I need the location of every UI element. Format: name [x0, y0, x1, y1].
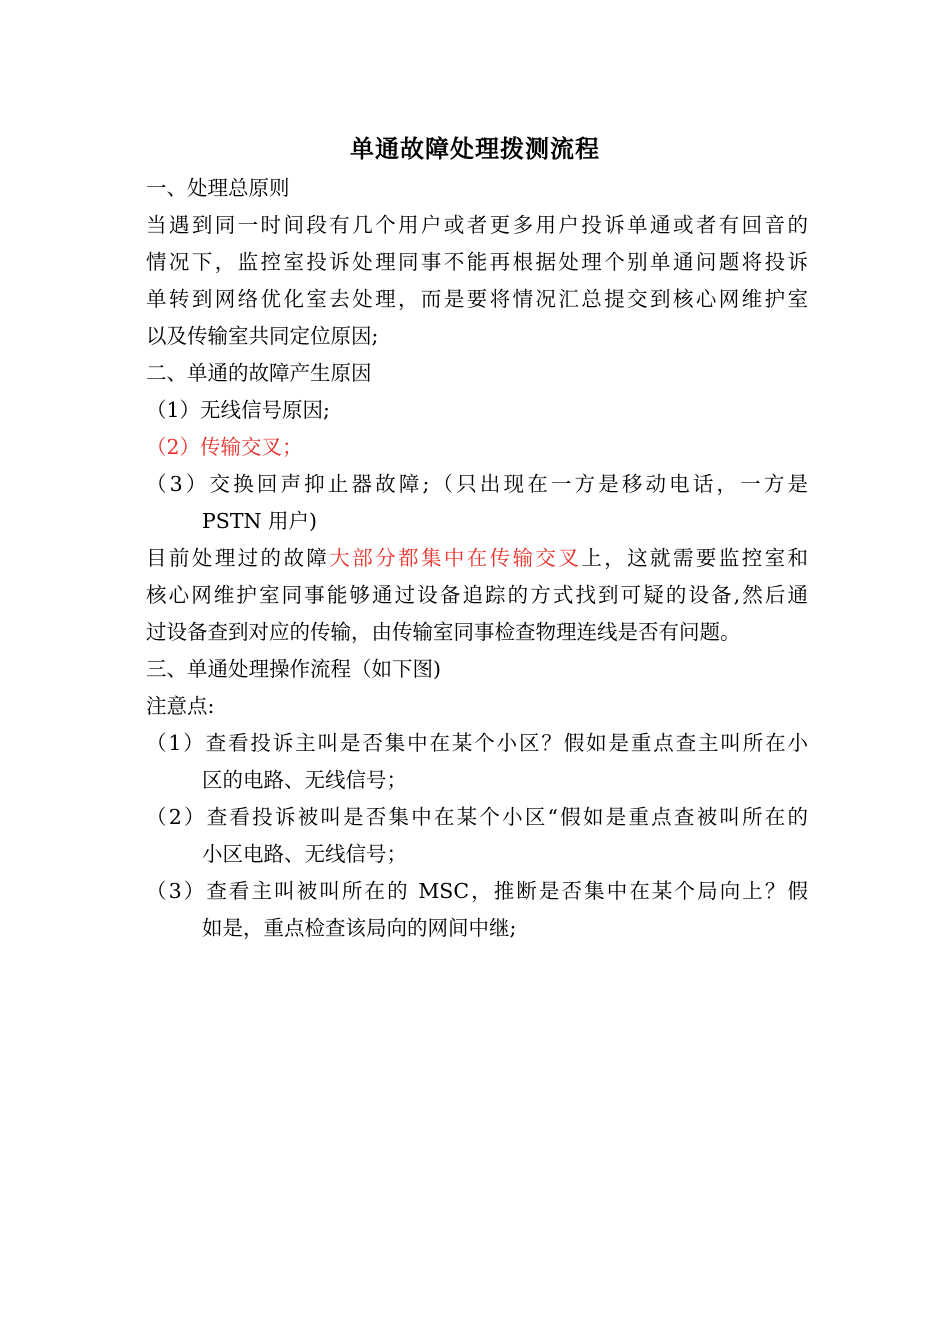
section1-line: 当遇到同一时间段有几个用户或者更多用户投诉单通或者有回音的	[146, 213, 808, 237]
paragraph-highlight: 大部分都集中在传输交叉	[329, 546, 582, 570]
section1-heading: 一、处理总原则	[146, 176, 290, 200]
section2-paragraph-line	[146, 540, 808, 577]
section1-line: 情况下，监控室投诉处理同事不能再根据处理个别单通问题将投诉	[146, 250, 808, 274]
section3-heading: 三、单通处理操作流程（如下图)	[146, 657, 441, 681]
cause-item-2: （2）传输交叉；	[146, 435, 303, 459]
document-body	[146, 170, 808, 947]
paragraph-suffix: 上，这就需要监控室和	[581, 546, 809, 570]
note-item-1: （1）查看投诉主叫是否集中在某个小区？假如是重点查主叫所在小	[146, 731, 808, 755]
section1-line: 单转到网络优化室去处理，而是要将情况汇总提交到核心网维护室	[146, 287, 808, 311]
section1-line: 以及传输室共同定位原因;	[146, 324, 379, 348]
note-item-2-continued: 小区电路、无线信号；	[202, 842, 407, 866]
document-title: 单通故障处理拨测流程	[350, 134, 600, 163]
cause-item-3: （3）交换回声抑止器故障;（只出现在一方是移动电话，一方是	[146, 472, 808, 496]
note-item-2: （2）查看投诉被叫是否集中在某个小区“假如是重点查被叫所在的	[146, 805, 808, 829]
paragraph-prefix: 目前处理过的故障	[146, 546, 330, 570]
note-item-3-continued: 如是，重点检查该局向的网间中继;	[202, 916, 517, 940]
note-item-1-continued: 区的电路、无线信号；	[202, 768, 407, 792]
notes-heading: 注意点:	[146, 694, 215, 718]
cause-item-1: （1）无线信号原因;	[146, 398, 330, 422]
section2-paragraph-line: 核心网维护室同事能够通过设备追踪的方式找到可疑的设备,然后通	[146, 583, 808, 607]
section2-heading: 二、单通的故障产生原因	[146, 361, 372, 385]
note-item-3: （3）查看主叫被叫所在的 MSC，推断是否集中在某个局向上？假	[146, 879, 808, 903]
cause-item-3-continued: PSTN 用户)	[202, 509, 317, 533]
section2-paragraph-line: 过设备查到对应的传输，由传输室同事检查物理连线是否有问题。	[146, 620, 741, 644]
